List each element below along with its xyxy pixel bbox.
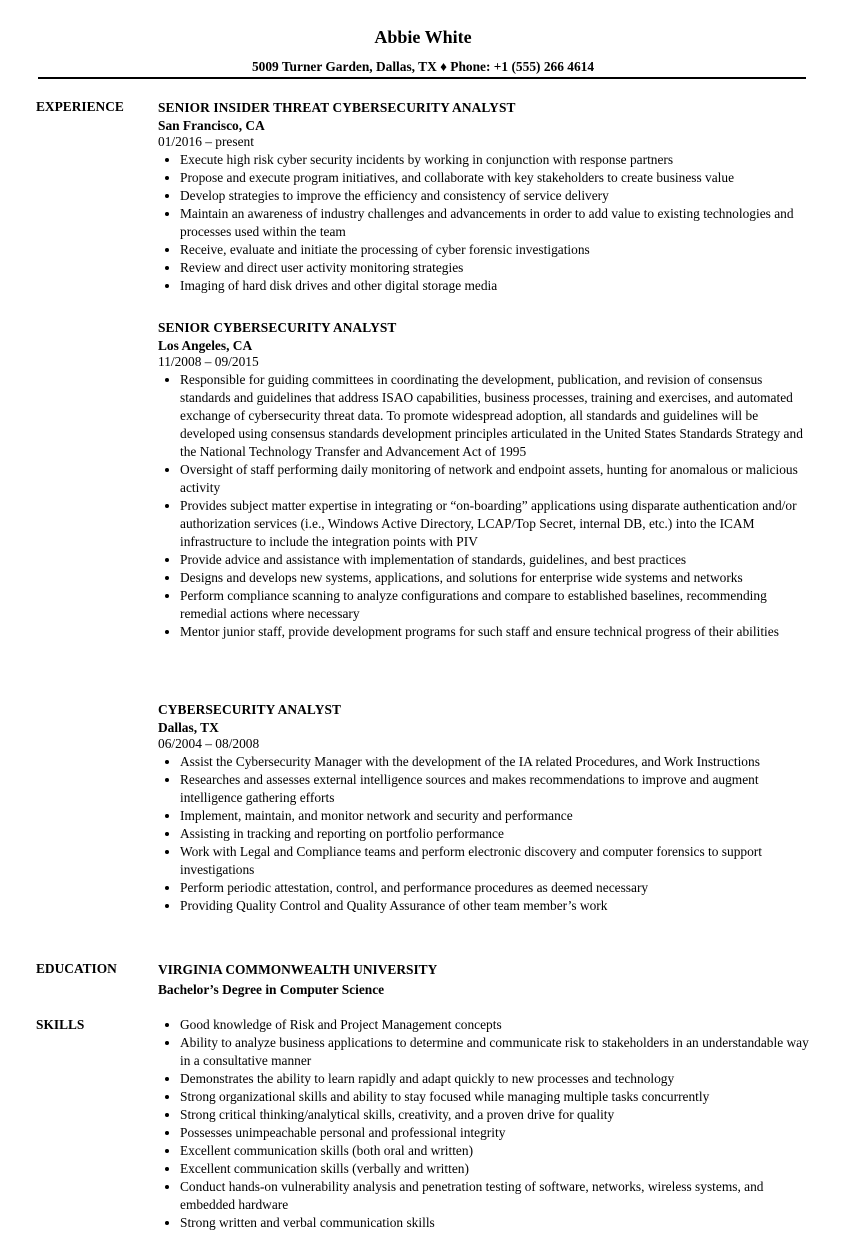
contact-line: 5009 Turner Garden, Dallas, TX ♦ Phone: +1 (555) 266 4614 bbox=[251, 59, 595, 74]
skills-entry bbox=[158, 1016, 810, 1232]
job-bullet-list bbox=[158, 753, 810, 915]
list-item: • Assisting in tracking and reporting on portfolio performance bbox=[180, 825, 810, 843]
job-dates: 01/2016 – present bbox=[158, 134, 254, 149]
list-item: • Mentor junior staff, provide development programs for such staff and ensure technical progress of their abilities bbox=[180, 623, 810, 641]
list-item: • Strong critical thinking/analytical skills, creativity, and a proven drive for quality bbox=[180, 1106, 810, 1124]
job-entry bbox=[158, 99, 810, 295]
section-label-experience: EXPERIENCE bbox=[36, 99, 124, 114]
list-item: • Provide advice and assistance with implementation of standards, guidelines, and best practices bbox=[180, 551, 810, 569]
education-entry bbox=[158, 961, 810, 999]
list-item: • Conduct hands-on vulnerability analysis and penetration testing of software, networks, wireless systems, and embedded hardware bbox=[180, 1178, 810, 1214]
list-item: • Good knowledge of Risk and Project Management concepts bbox=[180, 1016, 810, 1034]
job-entry bbox=[158, 701, 810, 915]
list-item: • Strong organizational skills and ability to stay focused while managing multiple tasks concurrently bbox=[180, 1088, 810, 1106]
list-item: • Execute high risk cyber security incidents by working in conjunction with response partners bbox=[180, 151, 810, 169]
list-item: • Implement, maintain, and monitor network and security and performance bbox=[180, 807, 810, 825]
list-item: • Oversight of staff performing daily monitoring of network and endpoint assets, hunting for anomalous or malicious activity bbox=[180, 461, 810, 497]
list-item: • Receive, evaluate and initiate the processing of cyber forensic investigations bbox=[180, 241, 810, 259]
job-title: CYBERSECURITY ANALYST bbox=[158, 702, 342, 717]
list-item: • Assist the Cybersecurity Manager with the development of the IA related Procedures, and Work Instructions bbox=[180, 753, 810, 771]
job-location: San Francisco, CA bbox=[158, 118, 265, 133]
list-item: • Possesses unimpeachable personal and professional integrity bbox=[180, 1124, 810, 1142]
list-item: • Maintain an awareness of industry challenges and advancements in order to add value to existing technologies and processes used within the team bbox=[180, 205, 810, 241]
job-location: Dallas, TX bbox=[158, 720, 219, 735]
list-item: • Propose and execute program initiatives, and collaborate with key stakeholders to create business value bbox=[180, 169, 810, 187]
list-item: • Demonstrates the ability to learn rapidly and adapt quickly to new processes and technology bbox=[180, 1070, 810, 1088]
list-item: • Excellent communication skills (both oral and written) bbox=[180, 1142, 810, 1160]
list-item: • Providing Quality Control and Quality Assurance of other team member’s work bbox=[180, 897, 810, 915]
job-entry bbox=[158, 319, 810, 641]
list-item: • Perform compliance scanning to analyze configurations and compare to established baselines, recommending remedial actions where necessary bbox=[180, 587, 810, 623]
list-item: • Designs and develops new systems, applications, and solutions for enterprise wide systems and networks bbox=[180, 569, 810, 587]
candidate-name: Abbie White bbox=[374, 27, 472, 47]
list-item: • Excellent communication skills (verbally and written) bbox=[180, 1160, 810, 1178]
job-dates: 11/2008 – 09/2015 bbox=[158, 354, 259, 369]
list-item: • Work with Legal and Compliance teams and perform electronic discovery and computer forensics to support investigations bbox=[180, 843, 810, 879]
list-item: • Imaging of hard disk drives and other digital storage media bbox=[180, 277, 810, 295]
list-item: • Develop strategies to improve the efficiency and consistency of service delivery bbox=[180, 187, 810, 205]
list-item: • Researches and assesses external intelligence sources and makes recommendations to improve and augment intelligence gathering efforts bbox=[180, 771, 810, 807]
skills-list bbox=[158, 1016, 810, 1232]
section-label-education: EDUCATION bbox=[36, 961, 117, 976]
job-location: Los Angeles, CA bbox=[158, 338, 253, 353]
job-title: SENIOR INSIDER THREAT CYBERSECURITY ANALYST bbox=[158, 100, 516, 115]
list-item: • Responsible for guiding committees in coordinating the development, publication, and revision of consensus standards and guidelines that address ISAO capabilities, business processes, training and exercises, and automated exchange of cybersecurity threat data. To promote widespread adoption, all standards and guidelines will be developed using consensus standards development principles articulated in the United States Standards Strategy and the National Technology Transfer and Advancement Act of 1995 bbox=[180, 371, 810, 461]
job-bullet-list bbox=[158, 371, 810, 641]
list-item: • Provides subject matter expertise in integrating or “on-boarding” applications using disparate authentication and/or authorization services (i.e., Windows Active Directory, LCAP/Top Secret, internal DB, etc.) into the ICAM infrastructure to include the integration points with PIV bbox=[180, 497, 810, 551]
school-name: VIRGINIA COMMONWEALTH UNIVERSITY bbox=[158, 962, 438, 977]
list-item: • Review and direct user activity monitoring strategies bbox=[180, 259, 810, 277]
list-item: • Strong written and verbal communication skills bbox=[180, 1214, 810, 1232]
section-label-skills: SKILLS bbox=[36, 1017, 85, 1032]
degree: Bachelor’s Degree in Computer Science bbox=[158, 982, 385, 997]
list-item: • Ability to analyze business applications to determine and communicate risk to stakeholders in an understandable way in a consultative manner bbox=[180, 1034, 810, 1070]
header-divider bbox=[38, 77, 806, 79]
list-item: • Perform periodic attestation, control, and performance procedures as deemed necessary bbox=[180, 879, 810, 897]
job-dates: 06/2004 – 08/2008 bbox=[158, 736, 260, 751]
job-bullet-list bbox=[158, 151, 810, 295]
job-title: SENIOR CYBERSECURITY ANALYST bbox=[158, 320, 397, 335]
